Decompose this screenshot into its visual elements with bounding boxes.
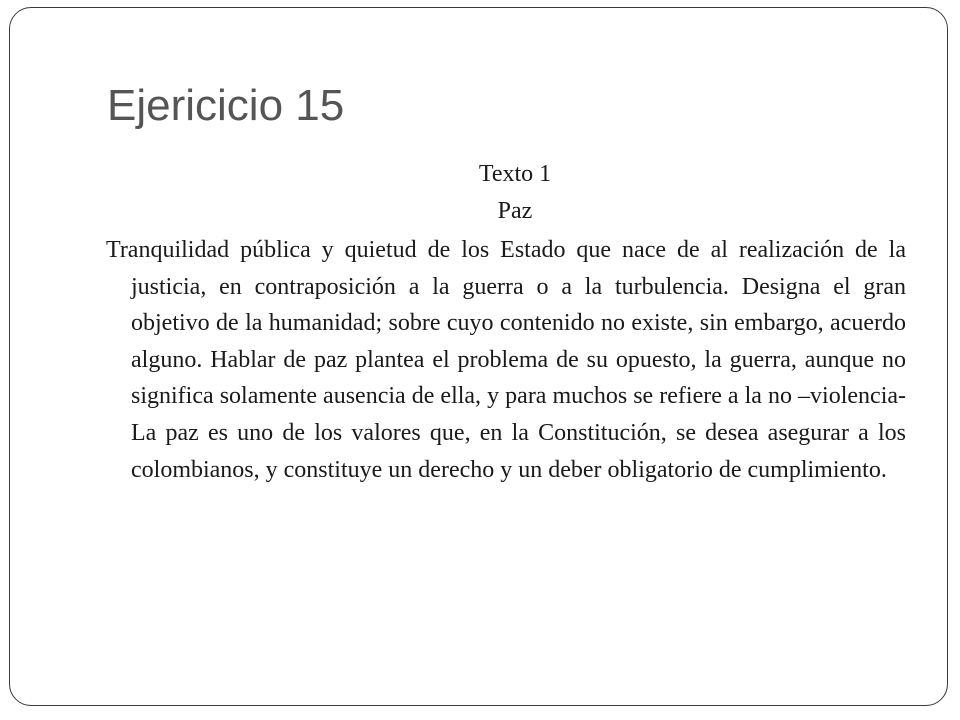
body-paragraph: Tranquilidad pública y quietud de los Estado que nace de al realización de la justicia, en contraposición a la guerra o a la turbulencia. Designa el gran objetivo de la humanidad; sobre cuyo contenido no existe, sin embargo, acuerdo alguno. Hablar de paz plantea el problema de su opuesto, la guerra, aunque no significa solamente ausencia de ella, y para muchos se refiere a la no –violencia- La paz es uno de los valores que, en la Constitución, se desea asegurar a los colombianos, y constituye un derecho y un deber obligatorio de cumplimiento. — [106, 237, 906, 483]
slide-content — [106, 156, 906, 488]
text-label: Texto 1 — [478, 161, 552, 187]
slide-title: Ejericicio 15 — [107, 81, 345, 130]
text-heading: Paz — [497, 198, 533, 224]
